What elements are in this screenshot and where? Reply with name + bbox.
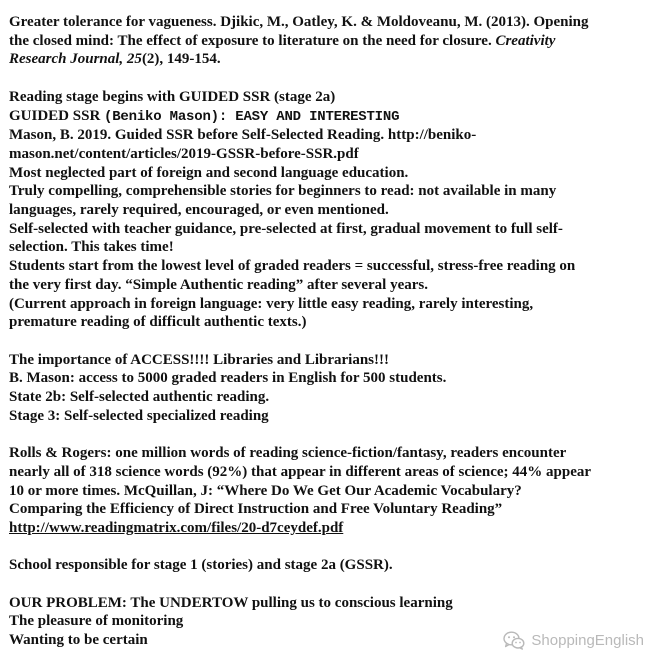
- guided-ssr-subtitle: (Beniko Mason): EASY AND INTERESTING: [104, 108, 400, 125]
- stage-line-6: Truly compelling, comprehensible stories for beginners to read: not available in many: [9, 183, 557, 200]
- readingmatrix-link[interactable]: http://www.readingmatrix.com/files/20-d7ceydef.pdf: [9, 519, 344, 536]
- journal-issue-pages: (2), 149-154.: [141, 51, 221, 68]
- stage-line-12: (Current approach in foreign language: very little easy reading, rarely interesting,: [9, 295, 534, 312]
- watermark-text: ShoppingEnglish: [531, 632, 644, 649]
- stage-line-7: languages, rarely required, encouraged, or even mentioned.: [9, 202, 389, 219]
- stage-line-5: Most neglected part of foreign and second language education.: [9, 164, 409, 181]
- school-line: School responsible for stage 1 (stories) and stage 2a (GSSR).: [9, 557, 393, 574]
- stage-line-11: the very first day. “Simple Authentic reading” after several years.: [9, 276, 428, 293]
- stage-line-8: Self-selected with teacher guidance, pre-selected at first, gradual movement to full self-: [9, 220, 563, 237]
- problem-line-3: Wanting to be certain: [9, 632, 148, 649]
- journal-name-part2: Research Journal, 25: [9, 51, 142, 68]
- document-body: [9, 13, 659, 650]
- spacer: [9, 538, 659, 557]
- citation-line-2: [9, 32, 659, 51]
- rolls-line-4: Comparing the Efficiency of Direct Instruction and Free Voluntary Reading”: [9, 501, 503, 518]
- wechat-icon: [503, 631, 525, 650]
- access-line-3: State 2b: Self-selected authentic reading.: [9, 389, 270, 406]
- stage-line-13: premature reading of difficult authentic texts.): [9, 314, 307, 331]
- readingmatrix-link-line: [9, 519, 659, 538]
- access-line-4: Stage 3: Self-selected specialized reading: [9, 407, 269, 424]
- spacer: [9, 332, 659, 351]
- problem-line-2: The pleasure of monitoring: [9, 613, 184, 630]
- spacer: [9, 69, 659, 88]
- access-line-2: B. Mason: access to 5000 graded readers in English for 500 students.: [9, 370, 447, 387]
- access-line-1: The importance of ACCESS!!!! Libraries and Librarians!!!: [9, 351, 389, 368]
- spacer: [9, 425, 659, 444]
- guided-ssr-label: GUIDED SSR: [9, 107, 105, 124]
- journal-name-part1: Creativity: [495, 32, 556, 49]
- rolls-line-3: 10 or more times. McQuillan, J: “Where Do We Get Our Academic Vocabulary?: [9, 482, 522, 499]
- mason-reference-line-1: Mason, B. 2019. Guided SSR before Self-Selected Reading. http://beniko-: [9, 127, 477, 144]
- rolls-line-1: Rolls & Rogers: one million words of reading science-fiction/fantasy, readers encounter: [9, 445, 567, 462]
- stage-line-2: [9, 107, 659, 127]
- watermark: [503, 631, 644, 650]
- citation-line-3: [9, 50, 659, 69]
- citation-title: the closed mind: The effect of exposure to literature on the need for closure.: [9, 32, 496, 49]
- stage-line-1: Reading stage begins with GUIDED SSR (stage 2a): [9, 88, 336, 105]
- citation-line-1: Greater tolerance for vagueness. Djikic, M., Oatley, K. & Moldoveanu, M. (2013). Opening: [9, 14, 589, 30]
- rolls-line-2: nearly all of 318 science words (92%) that appear in different areas of science; 44% appear: [9, 463, 592, 480]
- stage-line-10: Students start from the lowest level of graded readers = successful, stress-free reading on: [9, 258, 576, 275]
- problem-line-1: OUR PROBLEM: The UNDERTOW pulling us to conscious learning: [9, 594, 453, 611]
- stage-line-9: selection. This takes time!: [9, 239, 174, 256]
- spacer: [9, 575, 659, 594]
- mason-reference-line-2: mason.net/content/articles/2019-GSSR-before-SSR.pdf: [9, 145, 359, 162]
